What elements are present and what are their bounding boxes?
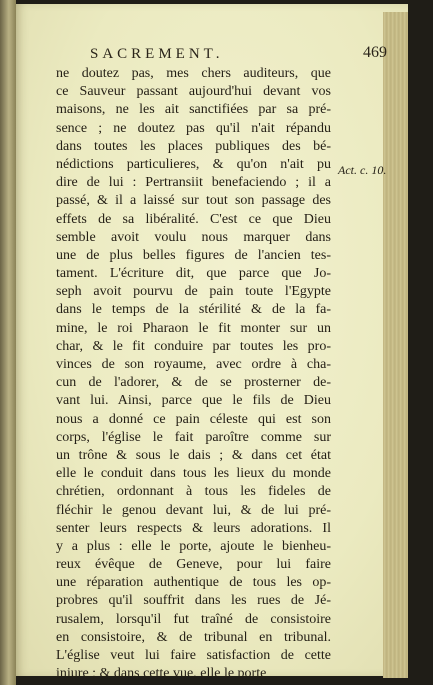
text-line: sence ; ne doutez pas qu'il n'ait répandu (56, 120, 331, 136)
text-line: probres qu'il souffrit dans les rues de Jé- (56, 593, 331, 609)
text-line: effets de sa libéralité. C'est ce que Dieu (56, 211, 331, 227)
text-line: ce Sauveur passant aujourd'hui devant vos (56, 84, 331, 100)
text-line: corps, l'église le fait paroître comme sur (56, 429, 331, 445)
text-line: seph avoit pourvu de pain toute l'Egypte (56, 284, 331, 300)
page-number: 469 (363, 44, 387, 61)
text-line: une réparation authentique de tous les op- (56, 575, 331, 591)
text-line: nous a donné ce pain céleste qui est son (56, 411, 331, 427)
text-line: tament. L'écriture dit, que parce que Jo- (56, 266, 331, 282)
text-line: fléchir le genou devant lui, & de lui pré- (56, 502, 331, 518)
text-line: injure ; & dans cette vue, elle le porte (56, 666, 267, 682)
text-line: semble avoit voulu nous marquer dans (56, 229, 331, 245)
facing-page-edge (0, 0, 16, 685)
text-line: y a plus : elle le porte, ajoute le bienheu- (56, 538, 331, 554)
text-line: ne doutez pas, mes chers auditeurs, que (56, 66, 331, 81)
text-line: chrétien, ordonnant à tous les fideles de (56, 484, 331, 500)
text-line: rusalem, lorsqu'il fut traîné de consistoire (56, 611, 331, 627)
text-line: mine, le roi Pharaon le fit monter sur un (56, 320, 331, 336)
page-block-edge (383, 12, 408, 678)
text-line: nédictions particulieres, & qu'on n'ait pu (56, 156, 331, 172)
text-line: dire de lui : Pertransiit benefaciendo ; il a (56, 175, 331, 191)
text-line: elle le conduit dans tous les lieux du monde (56, 466, 331, 482)
text-line: char, & le fit conduire par toutes les pro- (56, 338, 331, 354)
text-line: L'église veut lui faire satisfaction de cette (56, 648, 331, 663)
text-line: une de plus belles figures de l'ancien tes- (56, 247, 331, 263)
margin-note: Act. c. 10. (338, 163, 387, 177)
text-line: vant lui. Ainsi, parce que le fils de Dieu (56, 393, 331, 409)
text-line: passé, & il a laissé sur tout son passage des (56, 193, 331, 209)
text-line: vinces de son royaume, avec ordre à cha- (56, 357, 331, 372)
text-line: dans toutes les places publiques des bé- (56, 138, 331, 154)
text-line: maisons, ne les ait sanctifiées par sa pré- (56, 102, 331, 118)
text-line: reux évêque de Geneve, pour lui faire (56, 557, 331, 573)
text-line: en consistoire, & de tribunal en tribunal. (56, 629, 331, 645)
text-line: cun de l'adorer, & de se prosterner de- (56, 375, 331, 391)
text-line: un trône & sous le dais ; & dans cet état (56, 447, 331, 463)
running-title: SACREMENT. (90, 46, 224, 62)
body-text (56, 65, 331, 683)
text-line: senter leurs respects & leurs adorations. Il (56, 520, 331, 536)
text-line: dans le temps de la stérilité & de la fa- (56, 302, 331, 318)
